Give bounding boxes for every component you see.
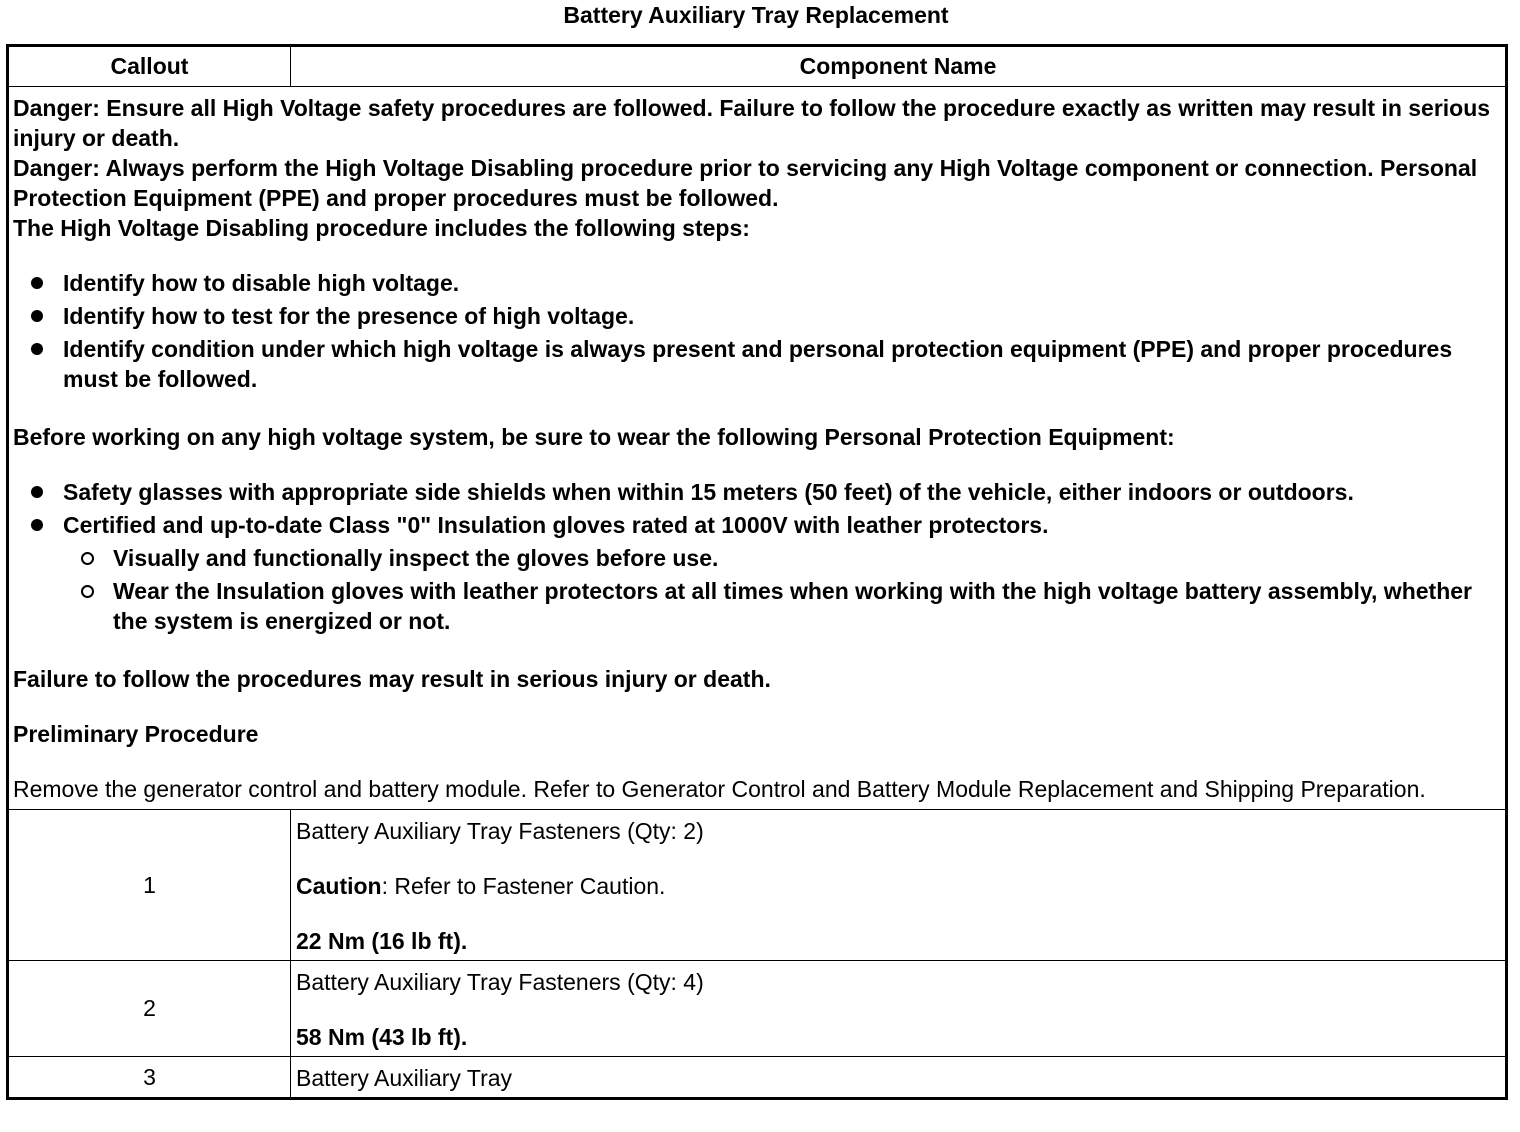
ppe-intro: Before working on any high voltage system, be sure to wear the following Personal Protection Equipment: bbox=[13, 424, 1175, 450]
component-cell bbox=[291, 1057, 1507, 1099]
page-title: Battery Auxiliary Tray Replacement bbox=[563, 2, 949, 28]
component-name: Battery Auxiliary Tray Fasteners (Qty: 4) bbox=[296, 969, 704, 995]
bullet-icon bbox=[31, 519, 43, 531]
list-item bbox=[13, 268, 1501, 298]
torque-spec: 22 Nm (16 lb ft). bbox=[296, 928, 468, 954]
component-cell bbox=[291, 961, 1507, 1057]
callout-number: 1 bbox=[8, 810, 291, 961]
preliminary-text: Remove the generator control and battery module. Refer to Generator Control and Battery Module Replacement and Shipping Preparation. bbox=[13, 776, 1426, 802]
caution-text: : Refer to Fastener Caution. bbox=[381, 873, 666, 899]
torque-spec: 58 Nm (43 lb ft). bbox=[296, 1024, 468, 1050]
preliminary-heading: Preliminary Procedure bbox=[13, 721, 259, 747]
table-row bbox=[8, 1057, 1507, 1099]
list-item bbox=[63, 543, 1501, 573]
list-item-text: Identify condition under which high voltage is always present and personal protection equipment (PPE) and proper procedures must be followed. bbox=[63, 336, 1453, 392]
list-item bbox=[13, 510, 1501, 636]
component-name-header: Component Name bbox=[291, 46, 1507, 87]
list-item bbox=[63, 576, 1501, 636]
list-item-text: Visually and functionally inspect the gloves before use. bbox=[113, 545, 719, 571]
caution-line bbox=[296, 871, 1500, 901]
failure-note: Failure to follow the procedures may result in serious injury or death. bbox=[13, 666, 771, 692]
glove-sublist bbox=[63, 543, 1501, 636]
component-cell bbox=[291, 810, 1507, 961]
list-item bbox=[13, 301, 1501, 331]
table-header-row bbox=[8, 46, 1507, 87]
bullet-icon bbox=[31, 486, 43, 498]
callout-number: 2 bbox=[8, 961, 291, 1057]
danger-row bbox=[8, 87, 1507, 810]
danger-block bbox=[8, 87, 1507, 810]
callout-header: Callout bbox=[8, 46, 291, 87]
table-row bbox=[8, 961, 1507, 1057]
procedure-table bbox=[6, 44, 1508, 1100]
list-item-text: Certified and up-to-date Class "0" Insulation gloves rated at 1000V with leather protectors. bbox=[63, 512, 1049, 538]
list-item-text: Safety glasses with appropriate side shields when within 15 meters (50 feet) of the vehicle, either indoors or outdoors. bbox=[63, 479, 1354, 505]
component-name: Battery Auxiliary Tray bbox=[296, 1065, 513, 1091]
danger-notice-2: Danger: Always perform the High Voltage Disabling procedure prior to servicing any High Voltage component or connection. Personal Protection Equipment (PPE) and proper procedures must be followed. bbox=[13, 155, 1478, 211]
bullet-icon bbox=[31, 277, 43, 289]
bullet-icon bbox=[31, 310, 43, 322]
list-item-text: Wear the Insulation gloves with leather protectors at all times when working with the high voltage battery assembly, whether the system is energized or not. bbox=[113, 578, 1472, 634]
disabling-steps-list bbox=[13, 268, 1501, 394]
hollow-bullet-icon bbox=[81, 552, 94, 565]
ppe-list bbox=[13, 477, 1501, 636]
component-name: Battery Auxiliary Tray Fasteners (Qty: 2) bbox=[296, 818, 704, 844]
bullet-icon bbox=[31, 343, 43, 355]
list-item-text: Identify how to test for the presence of high voltage. bbox=[63, 303, 635, 329]
callout-number: 3 bbox=[8, 1057, 291, 1099]
steps-intro: The High Voltage Disabling procedure includes the following steps: bbox=[13, 215, 750, 241]
hollow-bullet-icon bbox=[81, 585, 94, 598]
list-item-text: Identify how to disable high voltage. bbox=[63, 270, 460, 296]
table-row bbox=[8, 810, 1507, 961]
caution-label: Caution bbox=[296, 873, 382, 899]
danger-notice-1: Danger: Ensure all High Voltage safety procedures are followed. Failure to follow the procedure exactly as written may result in serious injury or death. bbox=[13, 95, 1491, 151]
list-item bbox=[13, 334, 1501, 394]
list-item bbox=[13, 477, 1501, 507]
